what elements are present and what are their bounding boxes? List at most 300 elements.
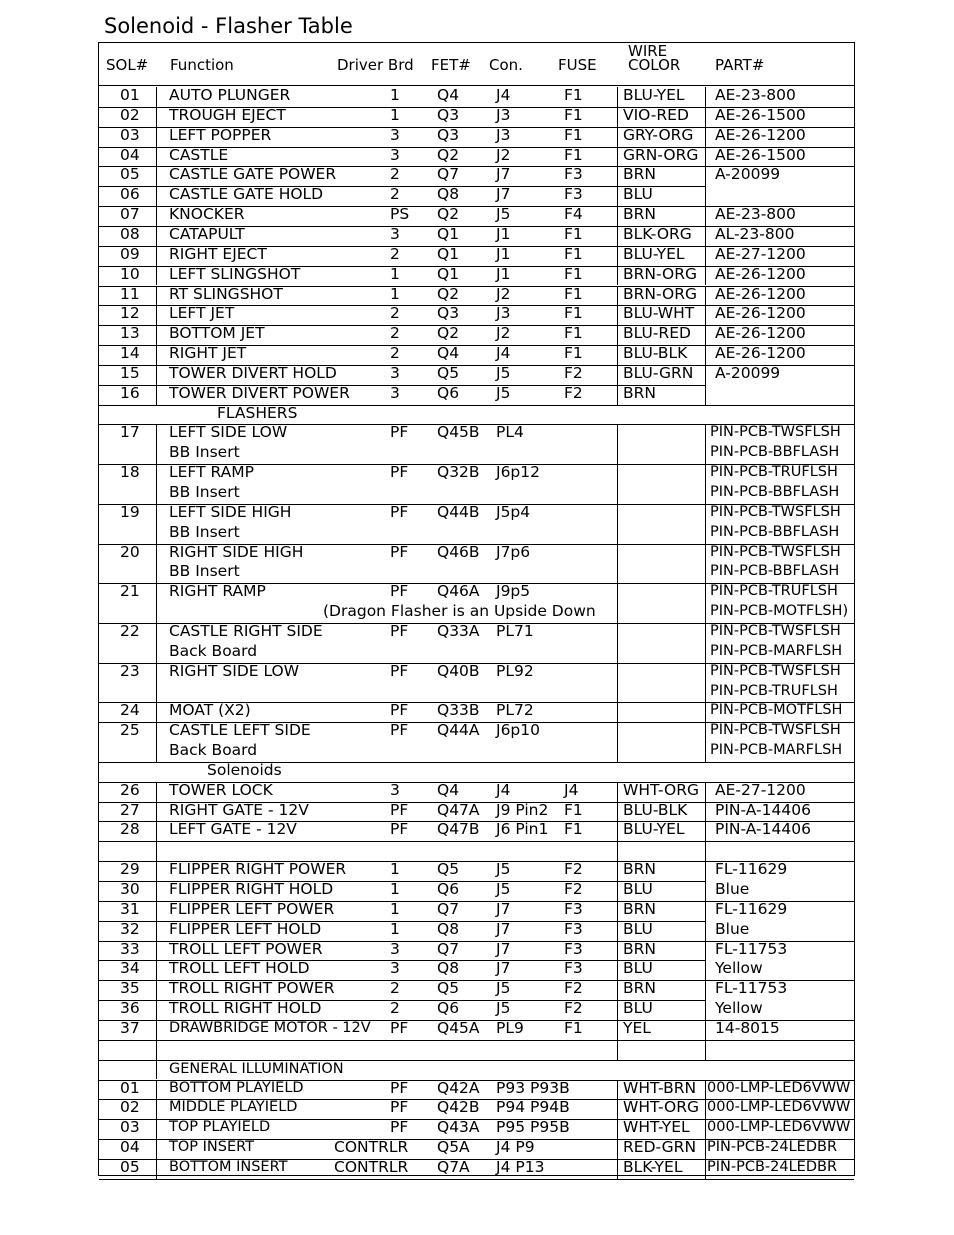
column-divider <box>705 1040 706 1060</box>
driver-board: 1 <box>390 880 400 898</box>
part-number: A-20099 <box>715 363 781 382</box>
sol-number: 12 <box>120 304 140 323</box>
fet-number: Q46A <box>437 582 480 601</box>
fet-number: Q5A <box>437 1138 470 1157</box>
connector: J5 <box>496 880 511 898</box>
sol-number: 29 <box>120 860 140 879</box>
header-fet: FET# <box>431 56 471 74</box>
driver-board: 1 <box>390 284 400 303</box>
column-divider <box>156 921 157 941</box>
sol-number: 03 <box>120 1118 140 1137</box>
column-divider <box>617 881 618 901</box>
column-divider <box>156 246 157 266</box>
column-divider <box>156 623 157 663</box>
column-divider <box>617 226 618 246</box>
part-number: AE-26-1200 <box>715 264 806 283</box>
column-divider <box>705 206 706 226</box>
sol-number: 35 <box>120 979 140 998</box>
column-divider <box>156 504 157 544</box>
column-divider <box>705 544 706 584</box>
column-divider <box>617 1119 618 1139</box>
wire-color: WHT-ORG <box>623 780 700 799</box>
part-number: PIN-PCB-24LEDBR <box>707 1158 838 1175</box>
column-divider <box>156 901 157 921</box>
function-label: BB Insert <box>169 522 240 541</box>
connector: J5 <box>496 979 511 998</box>
driver-board: PF <box>390 542 409 561</box>
column-divider <box>156 960 157 980</box>
column-divider <box>156 1040 157 1060</box>
driver-board: 2 <box>390 304 400 323</box>
fet-number: Q8 <box>437 185 460 204</box>
driver-board: 2 <box>390 244 400 263</box>
fet-number: Q4 <box>437 86 460 104</box>
part-number: PIN-PCB-BBFLASH <box>710 444 840 461</box>
driver-board: 3 <box>390 780 400 799</box>
connector: J1 <box>496 224 511 243</box>
fet-number: Q5 <box>437 363 460 382</box>
column-divider <box>156 305 157 325</box>
wire-color: BLU <box>623 959 653 978</box>
sol-number: 24 <box>120 701 140 720</box>
column-divider <box>156 286 157 306</box>
header-part: PART# <box>715 56 765 74</box>
column-divider <box>705 305 706 325</box>
fuse: F1 <box>564 304 583 323</box>
sol-number: 10 <box>120 264 140 283</box>
column-divider <box>156 841 157 861</box>
fet-number: Q40B <box>437 661 480 680</box>
column-divider <box>617 385 618 405</box>
column-divider <box>705 623 706 663</box>
wire-color: BRN <box>623 383 656 402</box>
driver-board: 1 <box>390 919 400 938</box>
function-label: TROUGH EJECT <box>169 105 286 124</box>
sol-number: 32 <box>120 919 140 938</box>
column-divider <box>617 1000 618 1020</box>
column-divider <box>617 266 618 286</box>
column-divider <box>705 325 706 345</box>
driver-board: 3 <box>390 939 400 958</box>
column-divider <box>705 941 706 961</box>
part-number: AE-26-1500 <box>715 145 806 164</box>
sol-number: 08 <box>120 224 140 243</box>
sol-number: 23 <box>120 661 140 680</box>
function-label: RIGHT RAMP <box>169 582 266 601</box>
part-number: FL-11753 <box>715 979 788 998</box>
sol-number: 01 <box>120 1078 140 1097</box>
function-label: BB Insert <box>169 562 240 581</box>
wire-color: GRN-ORG <box>623 145 699 164</box>
column-divider <box>156 702 157 722</box>
function-label: Back Board <box>169 641 258 660</box>
column-divider <box>156 1159 157 1179</box>
driver-board: PF <box>390 502 409 521</box>
connector: J9 Pin2 <box>496 800 549 819</box>
function-label: CATAPULT <box>169 224 245 243</box>
column-divider <box>705 1080 706 1100</box>
column-divider <box>705 802 706 822</box>
column-divider <box>705 861 706 881</box>
wire-color: BLK-YEL <box>623 1157 683 1176</box>
driver-board: 2 <box>390 324 400 343</box>
function-label: LEFT RAMP <box>169 463 254 482</box>
column-divider <box>617 345 618 365</box>
function-label: LEFT POPPER <box>169 125 272 144</box>
column-divider <box>617 1139 618 1159</box>
column-divider <box>617 186 618 206</box>
column-divider <box>156 722 157 762</box>
connector: J5 <box>496 363 511 382</box>
part-number: AE-23-800 <box>715 205 796 224</box>
fet-number: Q5 <box>437 860 460 879</box>
fet-number: Q33B <box>437 701 480 720</box>
column-divider <box>617 802 618 822</box>
fet-number: Q43A <box>437 1118 480 1137</box>
driver-board: 1 <box>390 899 400 918</box>
fuse: F3 <box>564 939 583 958</box>
function-label: KNOCKER <box>169 205 245 224</box>
sol-number: 19 <box>120 502 140 521</box>
sol-number: 25 <box>120 721 140 740</box>
driver-board: 1 <box>390 264 400 283</box>
sol-number: 21 <box>120 582 140 601</box>
fuse: F1 <box>564 224 583 243</box>
function-label: MOAT (X2) <box>169 701 251 720</box>
column-divider <box>705 722 706 762</box>
function-label: TOWER DIVERT HOLD <box>169 363 337 382</box>
part-number: AE-26-1200 <box>715 125 806 144</box>
fuse: F1 <box>564 1018 583 1037</box>
fet-number: Q3 <box>437 304 460 323</box>
column-divider <box>156 881 157 901</box>
column-divider <box>617 1040 618 1060</box>
connector: J4 <box>496 344 511 363</box>
wire-color: BLU <box>623 880 653 898</box>
function-label: FLIPPER LEFT HOLD <box>169 919 322 938</box>
wire-color: WHT-YEL <box>623 1118 690 1137</box>
part-number: PIN-PCB-TWSFLSH <box>710 622 841 639</box>
sol-number: 06 <box>120 185 140 204</box>
driver-board: 3 <box>390 145 400 164</box>
driver-board: PF <box>390 1078 409 1097</box>
wire-color: BRN <box>623 860 656 879</box>
fet-number: Q2 <box>437 324 460 343</box>
driver-board: 1 <box>390 86 400 104</box>
fuse: F3 <box>564 959 583 978</box>
column-divider <box>156 1080 157 1100</box>
column-divider <box>617 663 618 703</box>
part-number: AE-23-800 <box>715 86 796 104</box>
part-number: AE-27-1200 <box>715 244 806 263</box>
connector: PL72 <box>496 701 534 720</box>
fet-number: Q2 <box>437 145 460 164</box>
column-divider <box>156 1139 157 1159</box>
fuse: F1 <box>564 820 583 839</box>
fet-number: Q47A <box>437 800 480 819</box>
wire-color: BLU <box>623 919 653 938</box>
function-label: RIGHT EJECT <box>169 244 267 263</box>
function-label: RIGHT SIDE LOW <box>169 661 300 680</box>
sol-number: 14 <box>120 344 140 363</box>
sol-number: 02 <box>120 1098 140 1117</box>
header-fuse: FUSE <box>558 56 597 74</box>
column-divider <box>705 266 706 286</box>
part-number: PIN-PCB-TRUFLSH <box>710 583 838 600</box>
sol-number: 26 <box>120 780 140 799</box>
column-divider <box>156 802 157 822</box>
driver-board: PF <box>390 1098 409 1117</box>
column-divider <box>156 821 157 841</box>
fuse: F1 <box>564 324 583 343</box>
header-function: Function <box>170 56 234 74</box>
part-number: PIN-A-14406 <box>715 800 811 819</box>
driver-board: 3 <box>390 959 400 978</box>
fet-number: Q7 <box>437 939 460 958</box>
function-label: TOP INSERT <box>169 1139 254 1156</box>
column-divider <box>617 107 618 127</box>
part-number: PIN-A-14406 <box>715 820 811 839</box>
part-number: PIN-PCB-BBFLASH <box>710 563 840 580</box>
fet-number: Q32B <box>437 463 480 482</box>
column-divider <box>705 821 706 841</box>
wire-color: BLU-BLK <box>623 800 688 819</box>
header-driver: Driver Brd <box>337 56 414 74</box>
connector: J4 <box>496 86 511 104</box>
part-number: AE-27-1200 <box>715 780 806 799</box>
fuse: F1 <box>564 105 583 124</box>
part-number: PIN-PCB-24LEDBR <box>707 1139 838 1156</box>
fet-number: Q45A <box>437 1018 480 1037</box>
column-divider <box>705 107 706 127</box>
column-divider <box>617 782 618 802</box>
function-label: BB Insert <box>169 443 240 462</box>
column-divider <box>156 980 157 1000</box>
column-divider <box>705 1139 706 1159</box>
connector: PL4 <box>496 423 524 442</box>
function-label: FLIPPER RIGHT POWER <box>169 860 347 879</box>
wire-color: VIO-RED <box>623 105 689 124</box>
fet-number: Q8 <box>437 919 460 938</box>
function-label: FLIPPER RIGHT HOLD <box>169 880 334 898</box>
driver-board: PF <box>390 463 409 482</box>
column-divider <box>156 1119 157 1139</box>
fuse: F3 <box>564 165 583 184</box>
wire-color: BLU-RED <box>623 324 691 343</box>
part-number: PIN-PCB-TWSFLSH <box>710 503 841 520</box>
connector: J7p6 <box>496 542 531 561</box>
column-divider <box>705 1099 706 1119</box>
fet-number: Q5 <box>437 979 460 998</box>
column-divider <box>617 1080 618 1100</box>
driver-board: PF <box>390 1118 409 1137</box>
column-divider <box>156 226 157 246</box>
fuse: F1 <box>564 264 583 283</box>
part-number: PIN-PCB-MOTFLSH) <box>710 603 849 620</box>
sol-number: 37 <box>120 1018 140 1037</box>
fuse: F2 <box>564 383 583 402</box>
connector: J4 P13 <box>496 1157 545 1176</box>
column-divider <box>705 782 706 802</box>
part-number: PIN-PCB-TWSFLSH <box>710 543 841 560</box>
wire-color: BRN-ORG <box>623 284 698 303</box>
fuse: F2 <box>564 880 583 898</box>
wire-color: BLU-BLK <box>623 344 688 363</box>
fet-number: Q2 <box>437 205 460 224</box>
column-divider <box>156 782 157 802</box>
part-number: FL-11753 <box>715 939 788 958</box>
part-number: AE-26-1200 <box>715 284 806 303</box>
connector: J5 <box>496 860 511 879</box>
sol-number: 20 <box>120 542 140 561</box>
driver-board: PF <box>390 800 409 819</box>
fet-number: Q6 <box>437 880 460 898</box>
column-divider <box>156 266 157 286</box>
column-divider <box>156 583 157 623</box>
column-divider <box>705 1020 706 1040</box>
sol-number: 34 <box>120 959 140 978</box>
row-divider <box>99 841 854 842</box>
connector: J7 <box>496 939 511 958</box>
wire-color: BLU <box>623 185 653 204</box>
column-divider <box>705 147 706 167</box>
solenoid-flasher-table <box>98 42 855 1176</box>
connector: J4 <box>496 780 511 799</box>
driver-board: 2 <box>390 185 400 204</box>
part-number: AE-26-1500 <box>715 105 806 124</box>
column-divider <box>705 702 706 722</box>
function-label: BOTTOM JET <box>169 324 265 343</box>
function-label: LEFT SIDE LOW <box>169 423 288 442</box>
wire-color: BLU-YEL <box>623 820 685 839</box>
fet-number: Q8 <box>437 959 460 978</box>
connector: P93 P93B <box>496 1078 570 1097</box>
column-divider <box>705 87 706 107</box>
wire-color: BRN <box>623 165 656 184</box>
wire-color: BLU-WHT <box>623 304 695 323</box>
function-label: MIDDLE PLAYIELD <box>169 1099 298 1116</box>
function-label: CASTLE RIGHT SIDE <box>169 621 323 640</box>
fuse: F3 <box>564 919 583 938</box>
fet-number: Q1 <box>437 264 460 283</box>
wire-color: GRY-ORG <box>623 125 694 144</box>
function-label: CASTLE <box>169 145 229 164</box>
fet-number: Q6 <box>437 999 460 1018</box>
driver-board: PF <box>390 661 409 680</box>
connector: J6p10 <box>496 721 540 740</box>
part-number: 14-8015 <box>715 1018 780 1037</box>
fuse: F2 <box>564 363 583 382</box>
function-label: LEFT SLINGSHOT <box>169 264 301 283</box>
driver-board: 1 <box>390 105 400 124</box>
column-divider <box>705 286 706 306</box>
fuse: F2 <box>564 979 583 998</box>
sol-number: 04 <box>120 145 140 164</box>
fuse: J4 <box>564 780 579 799</box>
column-divider <box>156 127 157 147</box>
section-label: Solenoids <box>207 760 282 779</box>
driver-board: PF <box>390 701 409 720</box>
sol-number: 33 <box>120 939 140 958</box>
column-divider <box>705 1119 706 1139</box>
fet-number: Q45B <box>437 423 480 442</box>
section-label: GENERAL ILLUMINATION <box>169 1060 344 1077</box>
fet-number: Q6 <box>437 383 460 402</box>
function-label: RIGHT GATE - 12V <box>169 800 309 819</box>
connector: J7 <box>496 165 511 184</box>
function-label: CASTLE GATE POWER <box>169 165 337 184</box>
column-divider <box>156 325 157 345</box>
column-divider <box>705 921 706 941</box>
wire-color: BRN <box>623 979 656 998</box>
sol-number: 05 <box>120 165 140 184</box>
fet-number: Q33A <box>437 621 480 640</box>
column-divider <box>617 365 618 385</box>
column-divider <box>617 583 618 623</box>
column-divider <box>617 722 618 762</box>
connector: J4 P9 <box>496 1138 535 1157</box>
column-divider <box>705 1159 706 1179</box>
part-number: AE-26-1200 <box>715 304 806 323</box>
fuse: F1 <box>564 145 583 164</box>
column-divider <box>617 861 618 881</box>
fuse: F1 <box>564 244 583 263</box>
fuse: F1 <box>564 284 583 303</box>
column-divider <box>617 464 618 504</box>
sol-number: 36 <box>120 999 140 1018</box>
part-number: 000-LMP-LED6VWW <box>707 1119 851 1136</box>
connector: J1 <box>496 244 511 263</box>
section-label: FLASHERS <box>217 403 298 422</box>
driver-board: PF <box>390 1018 409 1037</box>
part-number: AL-23-800 <box>715 224 795 243</box>
function-label: LEFT JET <box>169 304 235 323</box>
part-number: PIN-PCB-TRUFLSH <box>710 464 838 481</box>
wire-color: BLU-GRN <box>623 363 694 382</box>
wire-color: BRN <box>623 205 656 224</box>
function-label: LEFT GATE - 12V <box>169 820 297 839</box>
wire-color: BLU-YEL <box>623 244 685 263</box>
part-number: AE-26-1200 <box>715 344 806 363</box>
fuse: F2 <box>564 999 583 1018</box>
column-divider <box>156 464 157 504</box>
connector: J7 <box>496 185 511 204</box>
driver-board: CONTRLR <box>334 1138 409 1157</box>
column-divider <box>156 87 157 107</box>
connector: J6p12 <box>496 463 540 482</box>
sol-number: 31 <box>120 899 140 918</box>
column-divider <box>156 206 157 226</box>
sol-number: 01 <box>120 86 140 104</box>
column-divider <box>617 544 618 584</box>
function-label: TROLL LEFT HOLD <box>169 959 310 978</box>
part-number: PIN-PCB-BBFLASH <box>710 484 840 500</box>
header-wire: WIRE <box>628 42 668 60</box>
connector: J5 <box>496 205 511 224</box>
sol-number: 02 <box>120 105 140 124</box>
column-divider <box>705 226 706 246</box>
fet-number: Q7 <box>437 899 460 918</box>
fuse: F1 <box>564 125 583 144</box>
column-divider <box>617 206 618 226</box>
driver-board: PF <box>390 820 409 839</box>
wire-color: WHT-ORG <box>623 1098 700 1117</box>
column-divider <box>705 345 706 365</box>
sol-number: 16 <box>120 383 140 402</box>
column-divider <box>617 246 618 266</box>
fet-number: Q42A <box>437 1078 480 1097</box>
column-divider <box>705 663 706 703</box>
